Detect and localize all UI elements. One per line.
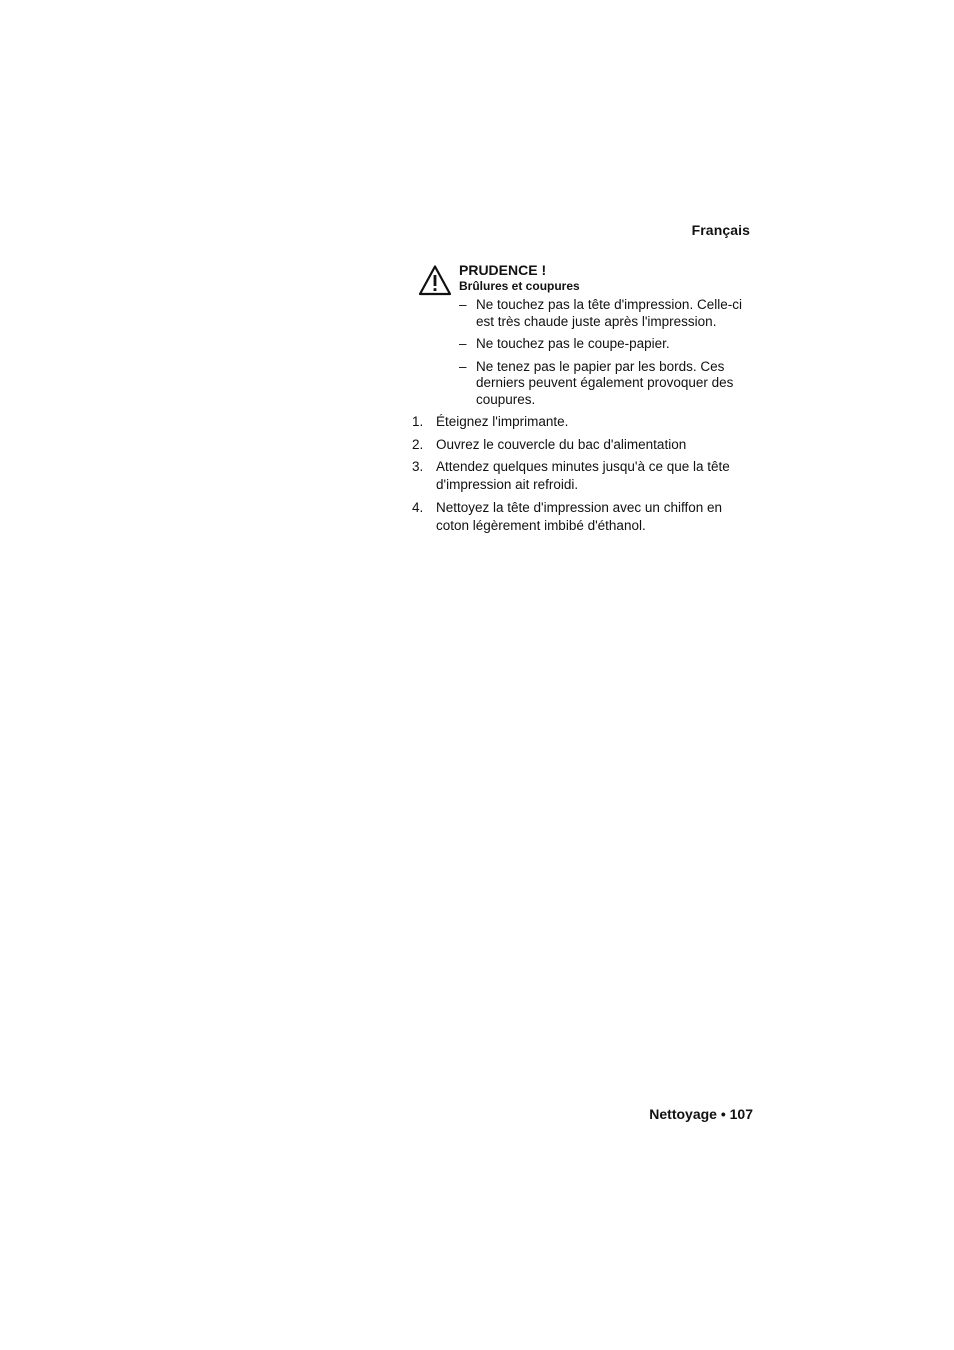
page-footer: Nettoyage • 107: [649, 1106, 753, 1122]
bullet-dash: –: [459, 358, 467, 374]
warning-triangle-icon: [418, 264, 452, 296]
procedure-steps: [412, 413, 752, 539]
step-item: [412, 436, 752, 454]
step-number: 4.: [412, 499, 424, 515]
step-number: 2.: [412, 436, 424, 452]
caution-body: [459, 262, 758, 408]
step-item: [412, 413, 752, 431]
step-text: Attendez quelques minutes jusqu'à ce que la tête d'impression ait refroidi.: [436, 459, 730, 492]
step-item: [412, 458, 752, 494]
bullet-text: Ne tenez pas le papier par les bords. Ces derniers peuvent également provoquer des coupures.: [476, 358, 734, 407]
caution-bullet-list: [459, 297, 758, 408]
caution-bullet-item: [459, 297, 758, 330]
bullet-text: Ne touchez pas le coupe-papier.: [476, 336, 670, 351]
step-text: Éteignez l'imprimante.: [436, 414, 569, 429]
bullet-dash: –: [459, 336, 467, 351]
step-text: Nettoyez la tête d'impression avec un chiffon en coton légèrement imbibé d'éthanol.: [436, 499, 722, 533]
caution-bullet-item: [459, 359, 758, 409]
bullet-dash: –: [459, 297, 467, 312]
caution-subtitle: Brûlures et coupures: [459, 279, 580, 293]
caution-notice: [418, 262, 758, 414]
step-number: 1.: [412, 414, 424, 429]
page-header-language: Français: [691, 222, 750, 238]
step-text: Ouvrez le couvercle du bac d'alimentation: [436, 436, 687, 452]
step-number: 3.: [412, 459, 424, 474]
caution-bullet-item: [459, 336, 758, 353]
caution-title: PRUDENCE !: [459, 262, 547, 278]
bullet-text: Ne touchez pas la tête d'impression. Celle-ci est très chaude juste après l'impression.: [476, 297, 742, 329]
step-item: [412, 499, 752, 535]
